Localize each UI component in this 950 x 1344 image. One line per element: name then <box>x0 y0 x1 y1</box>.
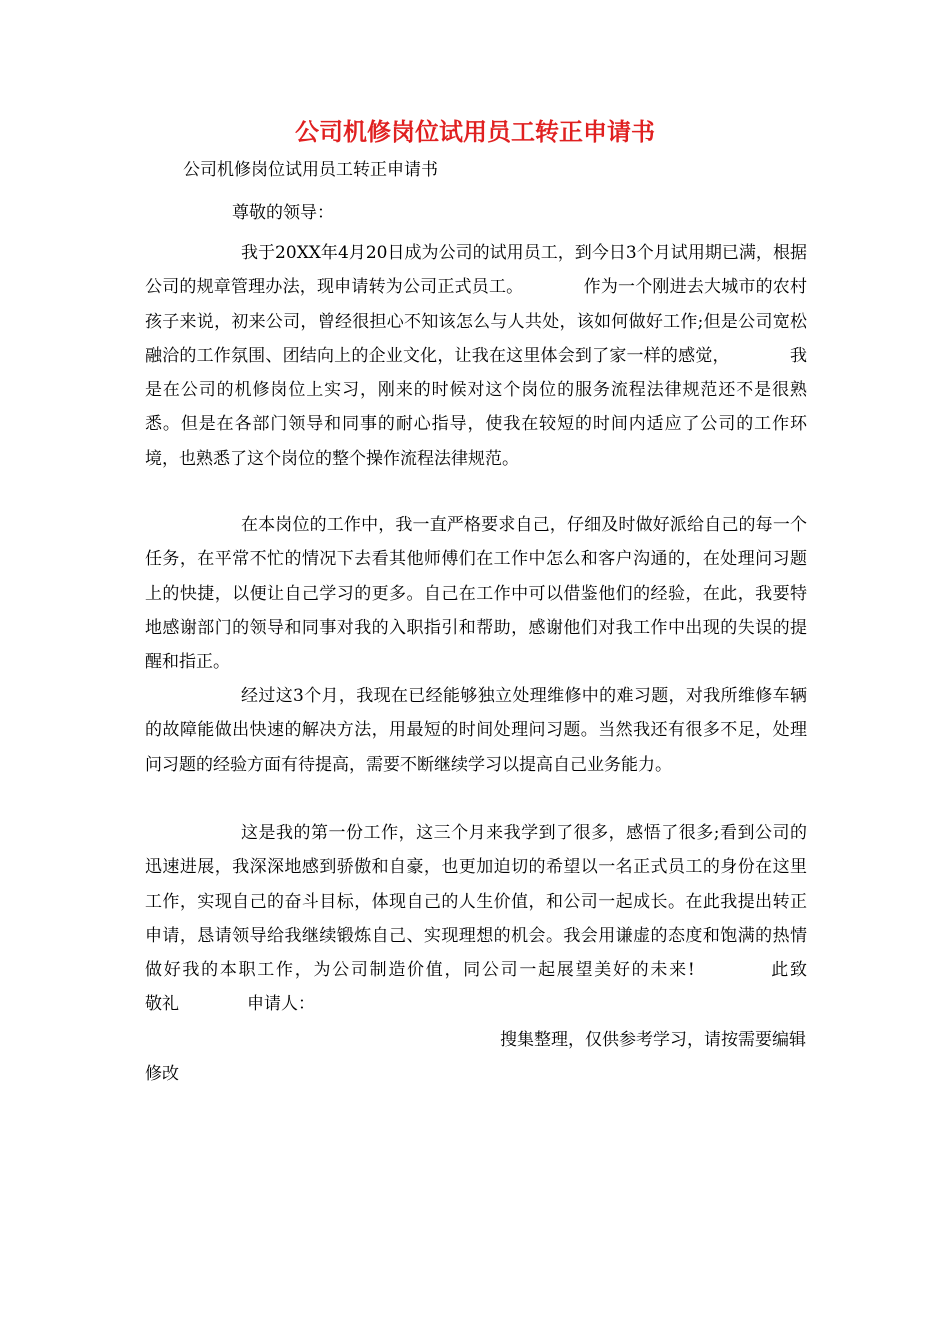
document-subtitle: 公司机修岗位试用员工转正申请书 <box>183 160 438 180</box>
paragraph-3: 经过这3个月，我现在已经能够独立处理维修中的难习题，对我所维修车辆的故障能做出快速的解决方法，用最短的时间处理问习题。当然我还有很多不足，处理问习题的经验方面有待提高，需要不断继续学习以提高自己业务能力。 <box>145 686 807 775</box>
footer-note: 搜集整理，仅供参考学习，请按需要编辑修改 <box>145 1030 806 1084</box>
salutation: 尊敬的领导： <box>232 203 334 223</box>
paragraph-4: 这是我的第一份工作，这三个月来我学到了很多，感悟了很多;看到公司的迅速进展，我深深地感到骄傲和自豪，也更加迫切的希望以一名正式员工的身份在这里工作，实现自己的奋斗目标，体现自己的人生价值，和公司一起成长。在此我提出转正申请，恳请领导给我继续锻炼自己、实现理想的机会。我会用谦虚的态度和饱满的热情做好我的本职工作，为公司制造价值，同公司一起展望美好的未来! 此致 敬礼 申请人： <box>145 823 875 1015</box>
paragraph-1: 我于20XX年4月20日成为公司的试用员工，到今日3个月试用期已满，根据公司的规章管理办法，现申请转为公司正式员工。 作为一个刚进去大城市的农村孩子来说，初来公司，曾经很担心不知该怎么与人共处，该如何做好工作;但是公司宽松融洽的工作氛围、团结向上的企业文化，让我在这里体会到了家一样的感觉， 我是在公司的机修岗位上实习，刚来的时候对这个岗位的服务流程法律规范还不是很熟悉。但是在各部门领导和同事的耐心指导，使我在较短的时间内适应了公司的工作环境，也熟悉了这个岗位的整个操作流程法律规范。 <box>145 243 807 469</box>
paragraph-2: 在本岗位的工作中，我一直严格要求自己，仔细及时做好派给自己的每一个任务，在平常不忙的情况下去看其他师傅们在工作中怎么和客户沟通的，在处理问习题上的快捷，以便让自己学习的更多。自己在工作中可以借鉴他们的经验，在此，我要特地感谢部门的领导和同事对我的入职指引和帮助，感谢他们对我工作中出现的失误的提醒和指正。 <box>145 515 807 673</box>
document-title: 公司机修岗位试用员工转正申请书 <box>295 118 655 146</box>
